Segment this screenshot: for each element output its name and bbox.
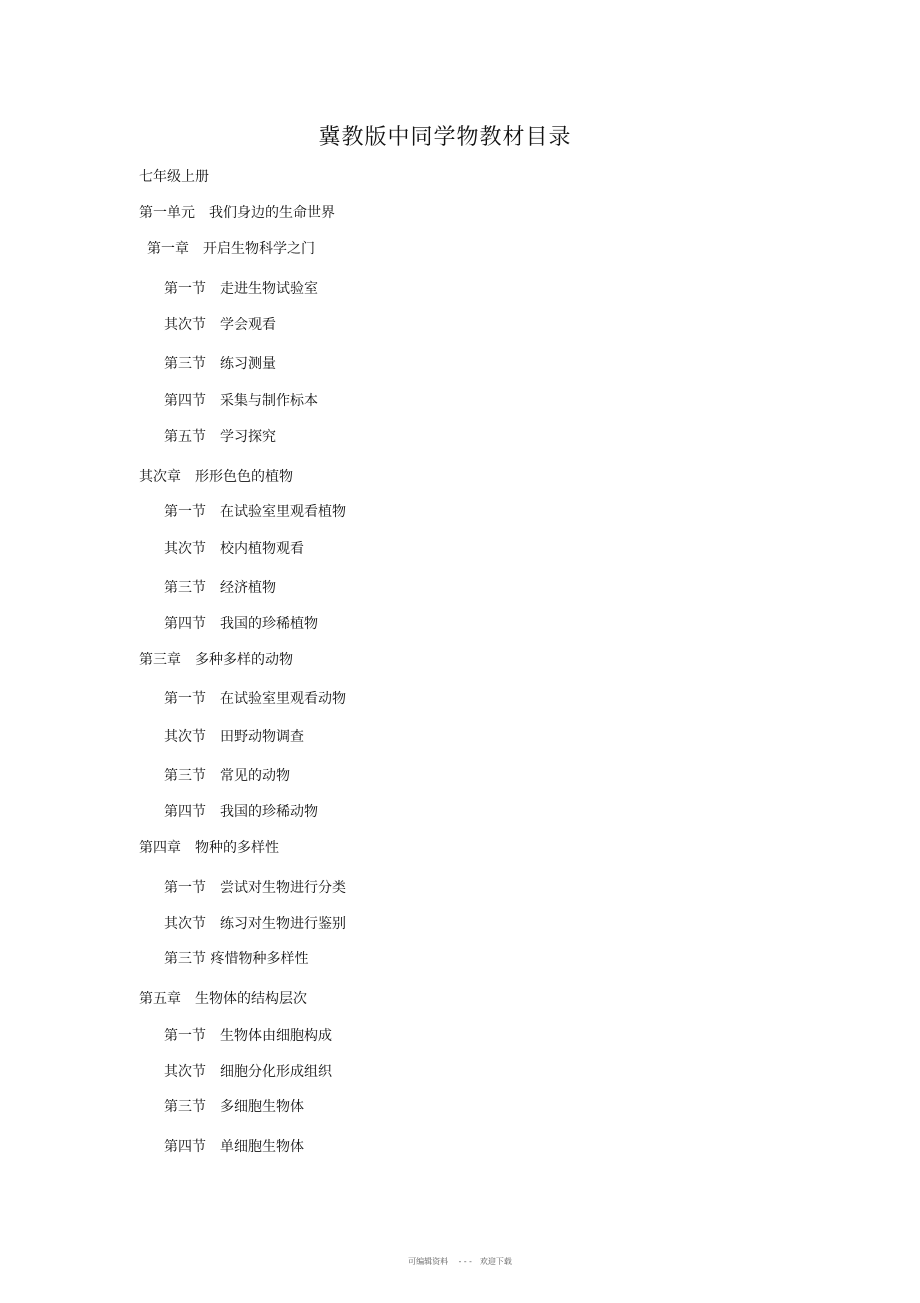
section-item: 第一节 生物体由细胞构成 bbox=[164, 1028, 332, 1044]
page-footer: 可编辑资料 - - - 欢迎下载 bbox=[408, 1257, 512, 1266]
chapter-heading: 其次章 形形色色的植物 bbox=[139, 469, 293, 485]
chapter-heading: 第三章 多种多样的动物 bbox=[139, 652, 293, 668]
section-item: 其次节 练习对生物进行鉴别 bbox=[164, 916, 346, 932]
section-item: 其次节 细胞分化形成组织 bbox=[164, 1064, 332, 1080]
chapter-heading: 第五章 生物体的结构层次 bbox=[139, 991, 307, 1007]
section-item: 第四节 我国的珍稀动物 bbox=[164, 804, 318, 820]
section-item: 第四节 我国的珍稀植物 bbox=[164, 616, 318, 632]
section-item: 第三节 疼惜物种多样性 bbox=[164, 951, 309, 967]
section-item: 第四节 采集与制作标本 bbox=[164, 393, 318, 409]
section-item: 第五节 学习探究 bbox=[164, 429, 276, 445]
section-item: 第三节 常见的动物 bbox=[164, 768, 290, 784]
section-item: 第三节 练习测量 bbox=[164, 356, 276, 372]
section-item: 第三节 经济植物 bbox=[164, 580, 276, 596]
chapter-heading: 第四章 物种的多样性 bbox=[139, 840, 279, 856]
section-item: 其次节 田野动物调查 bbox=[164, 729, 304, 745]
chapter-heading: 第一章 开启生物科学之门 bbox=[147, 241, 315, 257]
section-item: 其次节 学会观看 bbox=[164, 317, 276, 333]
section-item: 其次节 校内植物观看 bbox=[164, 541, 304, 557]
section-item: 第四节 单细胞生物体 bbox=[164, 1139, 304, 1155]
section-item: 第一节 走进生物试验室 bbox=[164, 281, 318, 297]
unit-heading: 第一单元 我们身边的生命世界 bbox=[139, 205, 335, 221]
grade-heading: 七年级上册 bbox=[139, 169, 209, 185]
page-title: 冀教版中同学物教材目录 bbox=[318, 125, 572, 150]
section-item: 第三节 多细胞生物体 bbox=[164, 1099, 304, 1115]
section-item: 第一节 尝试对生物进行分类 bbox=[164, 880, 346, 896]
section-item: 第一节 在试验室里观看植物 bbox=[164, 504, 346, 520]
section-item: 第一节 在试验室里观看动物 bbox=[164, 691, 346, 707]
